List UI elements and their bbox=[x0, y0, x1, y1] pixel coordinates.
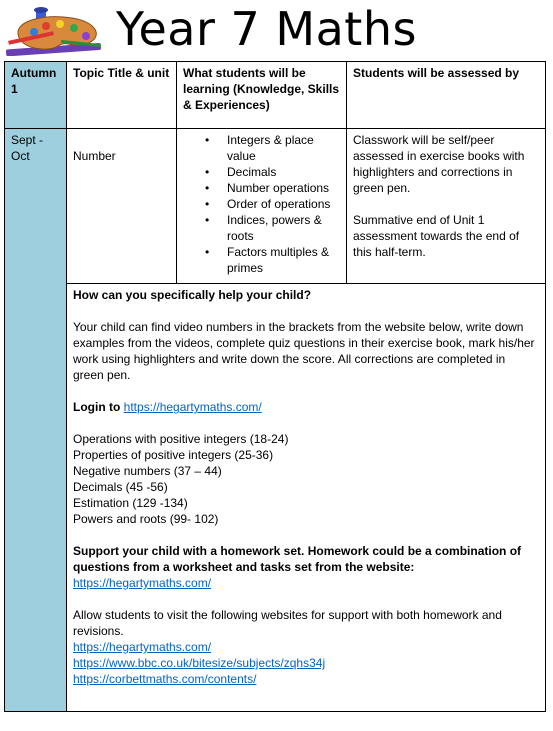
learning-cell bbox=[177, 129, 347, 284]
help-heading: How can you specifically help your child? bbox=[73, 288, 312, 302]
website-link-hegarty[interactable]: https://hegartymaths.com/ bbox=[73, 640, 212, 654]
assessment-text-1: Classwork will be self/peer assessed in exercise books with highlighters and corrections in green pen. bbox=[353, 133, 525, 195]
topic-line: Estimation (129 -134) bbox=[73, 496, 188, 510]
topic-line: Properties of positive integers (25-36) bbox=[73, 448, 274, 462]
list-item: • Factors multiples & primes bbox=[227, 244, 340, 276]
topic-line: Decimals (45 -56) bbox=[73, 480, 168, 494]
page-title: Year 7 Maths bbox=[116, 2, 417, 56]
homework-link[interactable]: https://hegartymaths.com/ bbox=[73, 576, 212, 590]
website-link-corbett[interactable]: https://corbettmaths.com/contents/ bbox=[73, 672, 257, 686]
website-link-bbc[interactable]: https://www.bbc.co.uk/bitesize/subjects/zqhs34j bbox=[73, 656, 326, 670]
list-item: • Integers & place value bbox=[227, 132, 340, 164]
topic-text: Number bbox=[73, 149, 116, 163]
period-cell: Sept - Oct bbox=[5, 129, 67, 712]
list-item: • Indices, powers & roots bbox=[227, 212, 340, 244]
help-intro: Your child can find video numbers in the brackets from the website below, write down examples from the videos, complete quiz questions in their exercise book, mark his/her work using highlighters and write down the score. All corrections are completed in green pen. bbox=[73, 320, 535, 382]
learning-list bbox=[183, 132, 340, 276]
login-link[interactable]: https://hegartymaths.com/ bbox=[123, 400, 262, 414]
curriculum-table bbox=[4, 61, 546, 712]
topic-line: Powers and roots (99- 102) bbox=[73, 512, 219, 526]
column-header-term: Autumn 1 bbox=[5, 62, 67, 129]
table-row bbox=[5, 129, 546, 284]
topic-line: Negative numbers (37 – 44) bbox=[73, 464, 222, 478]
topic-line: Operations with positive integers (18-24) bbox=[73, 432, 289, 446]
homework-heading: Support your child with a homework set. Homework could be a combination of questions from a worksheet and tasks set from the website: bbox=[73, 544, 522, 574]
list-item: • Decimals bbox=[227, 164, 340, 180]
list-item: • Number operations bbox=[227, 180, 340, 196]
assessment-cell bbox=[347, 129, 546, 284]
assessment-text-2: Summative end of Unit 1 assessment towards the end of this half-term. bbox=[353, 213, 520, 259]
table-header-row bbox=[5, 62, 546, 129]
column-header-topic: Topic Title & unit bbox=[67, 62, 177, 129]
websites-intro: Allow students to visit the following websites for support with both homework and revisions. bbox=[73, 608, 502, 638]
paint-palette-icon bbox=[6, 6, 106, 56]
list-item: • Order of operations bbox=[227, 196, 340, 212]
help-cell bbox=[67, 284, 546, 712]
login-line bbox=[73, 399, 539, 415]
help-row bbox=[5, 284, 546, 712]
column-header-assessment: Students will be assessed by bbox=[347, 62, 546, 129]
topic-cell bbox=[67, 129, 177, 284]
column-header-learning: What students will be learning (Knowledge, Skills & Experiences) bbox=[177, 62, 347, 129]
login-label: Login to bbox=[73, 400, 121, 414]
